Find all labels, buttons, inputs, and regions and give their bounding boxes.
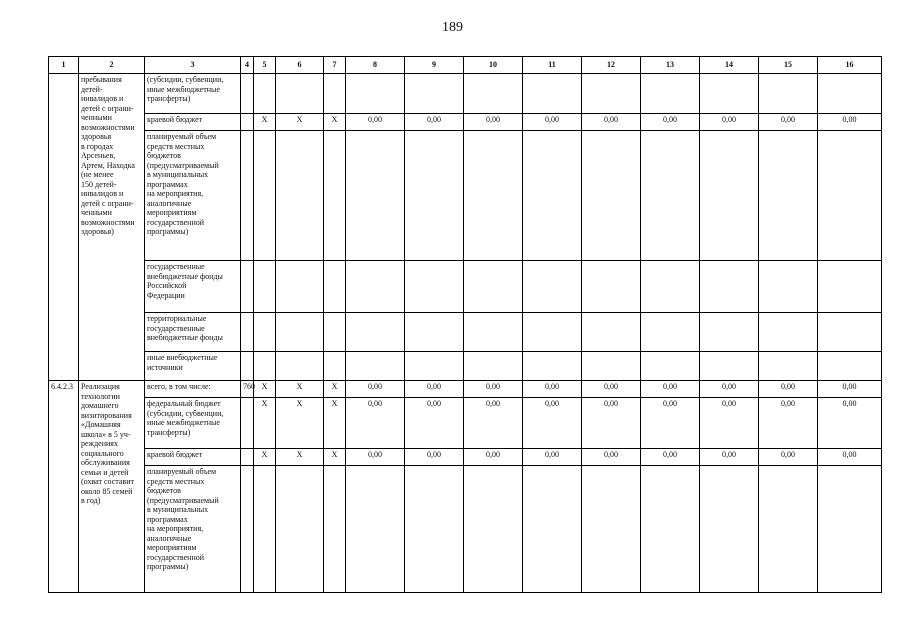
- amount-cell: 0,00: [582, 114, 641, 131]
- table-row: [49, 114, 882, 131]
- amount-cell: [346, 261, 405, 313]
- amount-cell: [641, 131, 700, 261]
- table-row: [49, 131, 882, 261]
- amount-cell: [405, 74, 464, 114]
- header-cell: 11: [523, 57, 582, 74]
- amount-cell: 0,00: [818, 381, 882, 398]
- amount-cell: [582, 352, 641, 381]
- x-mark-cell: X: [324, 114, 346, 131]
- amount-cell: [523, 352, 582, 381]
- x-mark-cell: [324, 313, 346, 352]
- amount-cell: [641, 313, 700, 352]
- amount-cell: [759, 313, 818, 352]
- x-mark-cell: X: [276, 449, 324, 466]
- amount-cell: [700, 352, 759, 381]
- amount-cell: [405, 313, 464, 352]
- header-row: [49, 57, 882, 74]
- funding-source-cell: территориальные государственные внебюджетные фонды: [145, 313, 241, 352]
- amount-cell: 0,00: [582, 381, 641, 398]
- amount-cell: 0,00: [759, 449, 818, 466]
- amount-cell: [759, 261, 818, 313]
- table-row: [49, 466, 882, 593]
- budget-table: [48, 56, 882, 593]
- header-cell: 8: [346, 57, 405, 74]
- x-mark-cell: X: [324, 398, 346, 449]
- funding-source-cell: всего, в том числе:: [145, 381, 241, 398]
- amount-cell: [464, 74, 523, 114]
- x-mark-cell: [254, 261, 276, 313]
- amount-cell: [700, 466, 759, 593]
- table-row: [49, 74, 882, 114]
- amount-cell: [582, 131, 641, 261]
- x-mark-cell: [254, 466, 276, 593]
- amount-cell: [405, 466, 464, 593]
- header-cell: 3: [145, 57, 241, 74]
- amount-cell: [818, 352, 882, 381]
- table-row: [49, 352, 882, 381]
- header-cell: 10: [464, 57, 523, 74]
- amount-cell: [700, 261, 759, 313]
- x-mark-cell: X: [276, 398, 324, 449]
- amount-cell: [464, 466, 523, 593]
- x-mark-cell: [324, 466, 346, 593]
- activity-name-cell: Реализация технологии домашнего визитирования «Домашняя школа» в 5 уч- реждениях социального обслуживания семьи и детей (охват составит около 85 семей в год): [79, 381, 145, 593]
- header-cell: 5: [254, 57, 276, 74]
- header-cell: 16: [818, 57, 882, 74]
- amount-cell: 0,00: [523, 398, 582, 449]
- amount-cell: 0,00: [818, 398, 882, 449]
- code-cell: [241, 114, 254, 131]
- amount-cell: [464, 352, 523, 381]
- funding-source-cell: планируемый объем средств местных бюджетов (предусматриваемый в муниципальных программах на мероприятия, аналогичные мероприятиям государственной программы): [145, 466, 241, 593]
- header-cell: 4: [241, 57, 254, 74]
- amount-cell: [523, 74, 582, 114]
- amount-cell: 0,00: [759, 114, 818, 131]
- page-number: 189: [442, 20, 463, 35]
- x-mark-cell: X: [324, 381, 346, 398]
- table-body: [49, 74, 882, 593]
- amount-cell: [759, 131, 818, 261]
- x-mark-cell: X: [254, 381, 276, 398]
- amount-cell: 0,00: [582, 449, 641, 466]
- x-mark-cell: [276, 313, 324, 352]
- amount-cell: [700, 131, 759, 261]
- activity-name-cell: пребывания детей- инвалидов и детей с ограни- ченными возможностями здоровья в городах Арсеньев, Артем, Находка (не менее 150 детей- инвалидов и детей с ограни- ченными возможностями здоровья): [79, 74, 145, 381]
- header-cell: 2: [79, 57, 145, 74]
- code-cell: [241, 398, 254, 449]
- amount-cell: [582, 313, 641, 352]
- code-cell: [241, 449, 254, 466]
- funding-source-cell: краевой бюджет: [145, 449, 241, 466]
- code-cell: [241, 352, 254, 381]
- x-mark-cell: [324, 74, 346, 114]
- amount-cell: 0,00: [346, 398, 405, 449]
- funding-source-cell: краевой бюджет: [145, 114, 241, 131]
- x-mark-cell: [254, 131, 276, 261]
- amount-cell: [759, 466, 818, 593]
- code-cell: [241, 313, 254, 352]
- amount-cell: [582, 74, 641, 114]
- amount-cell: [405, 261, 464, 313]
- amount-cell: 0,00: [523, 381, 582, 398]
- amount-cell: [346, 131, 405, 261]
- amount-cell: 0,00: [818, 449, 882, 466]
- amount-cell: [464, 131, 523, 261]
- amount-cell: 0,00: [346, 381, 405, 398]
- amount-cell: [818, 74, 882, 114]
- amount-cell: [641, 352, 700, 381]
- x-mark-cell: [276, 466, 324, 593]
- amount-cell: [759, 352, 818, 381]
- amount-cell: [346, 74, 405, 114]
- amount-cell: [641, 261, 700, 313]
- amount-cell: [405, 352, 464, 381]
- amount-cell: 0,00: [818, 114, 882, 131]
- amount-cell: 0,00: [700, 449, 759, 466]
- amount-cell: [346, 313, 405, 352]
- table-row: [49, 261, 882, 313]
- amount-cell: 0,00: [464, 381, 523, 398]
- x-mark-cell: X: [254, 114, 276, 131]
- code-cell: [241, 261, 254, 313]
- amount-cell: 0,00: [346, 114, 405, 131]
- amount-cell: [405, 131, 464, 261]
- x-mark-cell: X: [276, 381, 324, 398]
- x-mark-cell: [254, 74, 276, 114]
- amount-cell: [818, 466, 882, 593]
- amount-cell: [346, 466, 405, 593]
- amount-cell: 0,00: [405, 114, 464, 131]
- header-cell: 12: [582, 57, 641, 74]
- code-cell: [241, 74, 254, 114]
- amount-cell: 0,00: [700, 114, 759, 131]
- amount-cell: 0,00: [523, 114, 582, 131]
- amount-cell: [582, 466, 641, 593]
- amount-cell: [464, 261, 523, 313]
- amount-cell: [641, 74, 700, 114]
- funding-source-cell: государственные внебюджетные фонды Российской Федерации: [145, 261, 241, 313]
- amount-cell: [700, 74, 759, 114]
- header-cell: 7: [324, 57, 346, 74]
- amount-cell: 0,00: [464, 449, 523, 466]
- funding-source-cell: (субсидии, субвенции, иные межбюджетные трансферты): [145, 74, 241, 114]
- funding-source-cell: иные внебюджетные источники: [145, 352, 241, 381]
- header-cell: 13: [641, 57, 700, 74]
- table-row: [49, 398, 882, 449]
- x-mark-cell: X: [324, 449, 346, 466]
- amount-cell: 0,00: [641, 381, 700, 398]
- amount-cell: 0,00: [641, 398, 700, 449]
- amount-cell: 0,00: [700, 398, 759, 449]
- amount-cell: 0,00: [523, 449, 582, 466]
- x-mark-cell: [276, 74, 324, 114]
- amount-cell: [818, 131, 882, 261]
- amount-cell: [818, 261, 882, 313]
- amount-cell: 0,00: [405, 398, 464, 449]
- header-cell: 14: [700, 57, 759, 74]
- amount-cell: 0,00: [405, 381, 464, 398]
- amount-cell: [700, 313, 759, 352]
- amount-cell: 0,00: [641, 449, 700, 466]
- x-mark-cell: [254, 313, 276, 352]
- amount-cell: [523, 313, 582, 352]
- amount-cell: 0,00: [641, 114, 700, 131]
- table-row: [49, 313, 882, 352]
- amount-cell: [346, 352, 405, 381]
- amount-cell: [641, 466, 700, 593]
- funding-source-cell: планируемый объем средств местных бюджетов (предусматриваемый в муниципальных программах на мероприятия, аналогичные мероприятиям государственной программы): [145, 131, 241, 261]
- header-cell: 1: [49, 57, 79, 74]
- amount-cell: 0,00: [346, 449, 405, 466]
- code-cell: 760: [241, 381, 254, 398]
- amount-cell: [523, 261, 582, 313]
- x-mark-cell: X: [254, 449, 276, 466]
- amount-cell: [759, 74, 818, 114]
- amount-cell: 0,00: [700, 381, 759, 398]
- amount-cell: 0,00: [759, 398, 818, 449]
- amount-cell: [464, 313, 523, 352]
- header-cell: 6: [276, 57, 324, 74]
- item-number-cell: 6.4.2.3: [49, 381, 79, 593]
- x-mark-cell: [254, 352, 276, 381]
- table-row: [49, 449, 882, 466]
- x-mark-cell: X: [276, 114, 324, 131]
- table-row: [49, 381, 882, 398]
- x-mark-cell: [324, 352, 346, 381]
- amount-cell: 0,00: [405, 449, 464, 466]
- amount-cell: 0,00: [582, 398, 641, 449]
- x-mark-cell: [324, 261, 346, 313]
- amount-cell: [818, 313, 882, 352]
- x-mark-cell: [276, 352, 324, 381]
- funding-source-cell: федеральный бюджет (субсидии, субвенции, иные межбюджетные трансферты): [145, 398, 241, 449]
- item-number-cell: [49, 74, 79, 381]
- code-cell: [241, 466, 254, 593]
- x-mark-cell: [276, 261, 324, 313]
- header-cell: 9: [405, 57, 464, 74]
- amount-cell: 0,00: [759, 381, 818, 398]
- amount-cell: [582, 261, 641, 313]
- x-mark-cell: [324, 131, 346, 261]
- amount-cell: [523, 466, 582, 593]
- x-mark-cell: X: [254, 398, 276, 449]
- amount-cell: 0,00: [464, 114, 523, 131]
- table-header: [49, 57, 882, 74]
- header-cell: 15: [759, 57, 818, 74]
- x-mark-cell: [276, 131, 324, 261]
- code-cell: [241, 131, 254, 261]
- amount-cell: 0,00: [464, 398, 523, 449]
- amount-cell: [523, 131, 582, 261]
